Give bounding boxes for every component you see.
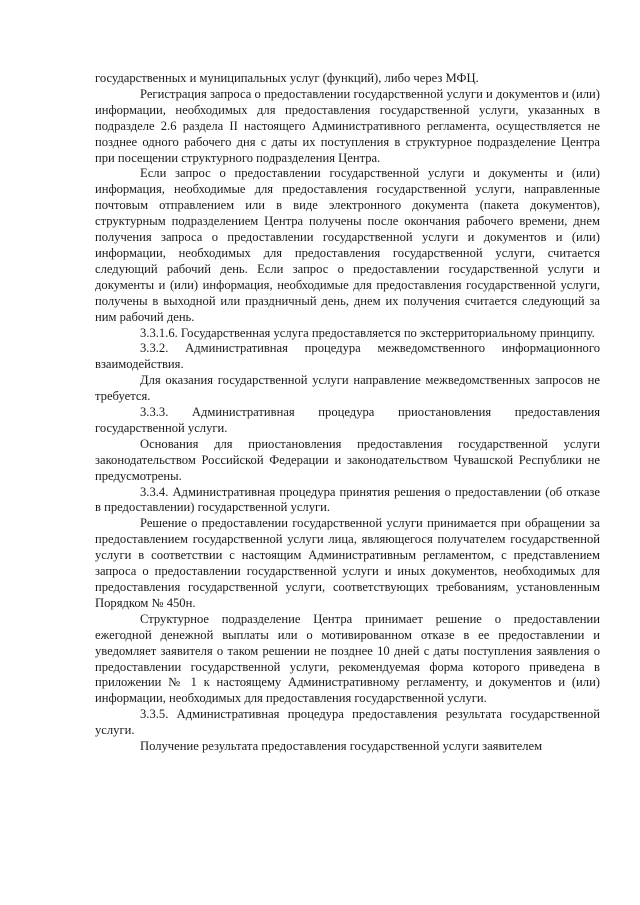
paragraph-5: 3.3.2. Административная процедура межведомственного информационного взаимодействия. [95, 341, 600, 372]
document-page [95, 71, 600, 755]
paragraph-10: Решение о предоставлении государственной услуги принимается при обращении за предоставлением государственной услуги лица, являющегося получателем государственной услуги в соответствии с настоящим Административным регламентом, с представлением запроса о предоставлении государственной услуги и иных документов, необходимых для предоставления государственной услуги, соответствующих требованиям, установленным Порядком № 450н. [95, 516, 600, 610]
paragraph-11: Структурное подразделение Центра принимает решение о предоставлении ежегодной денежной выплаты или о мотивированном отказе в ее предоставлении и уведомляет заявителя о таком решении не позднее 10 дней с даты поступления заявления о предоставлении государственной услуги, рекомендуемая форма которого приведена в приложении № 1 к настоящему Административному регламенту, и документов и (или) информации, необходимых для предоставления государственной услуги. [95, 611, 600, 706]
paragraph-13: Получение результата предоставления государственной услуги заявителем [140, 739, 543, 754]
paragraph-9: 3.3.4. Административная процедура принятия решения о предоставлении (об отказе в предоставлении) государственной услуги. [95, 484, 600, 515]
paragraph-8: Основания для приостановления предоставления государственной услуги законодательством Российской Федерации и законодательством Чувашской Республики не предусмотрены. [95, 436, 600, 483]
paragraph-4: 3.3.1.6. Государственная услуга предоставляется по экстерриториальному принципу. [140, 325, 595, 340]
paragraph-6: Для оказания государственной услуги направление межведомственных запросов не требуется. [95, 373, 600, 404]
paragraph-7: 3.3.3. Административная процедура приостановления предоставления государственной услуги. [95, 405, 600, 435]
paragraph-3: Если запрос о предоставлении государственной услуги и документы и (или) информация, необходимые для предоставления государственной услуги, направленные почтовым отправлением или в виде электронного документа (пакета документов), структурным подразделением Центра получены после окончания рабочего времени, днем получения запроса о предоставлении государственной услуги и документов и (или) информации, необходимых для предоставления государственной услуги, считается следующий рабочий день. Если запрос о предоставлении государственной услуги и документы и (или) информация, необходимые для предоставления государственной услуги, получены в выходной или праздничный день, днем их получения считается следующий за ним рабочий день. [95, 166, 600, 324]
paragraph-2: Регистрация запроса о предоставлении государственной услуги и документов и (или) информации, необходимых для предоставления государственной услуги, указанных в подразделе 2.6 раздела II настоящего Административного регламента, осуществляется не позднее одного рабочего дня с даты их поступления в структурное подразделение Центра при посещении структурного подразделения Центра. [95, 86, 600, 165]
paragraph-12: 3.3.5. Административная процедура предоставления результата государственной услуги. [95, 707, 600, 738]
paragraph-1: государственных и муниципальных услуг (функций), либо через МФЦ. [95, 71, 479, 85]
